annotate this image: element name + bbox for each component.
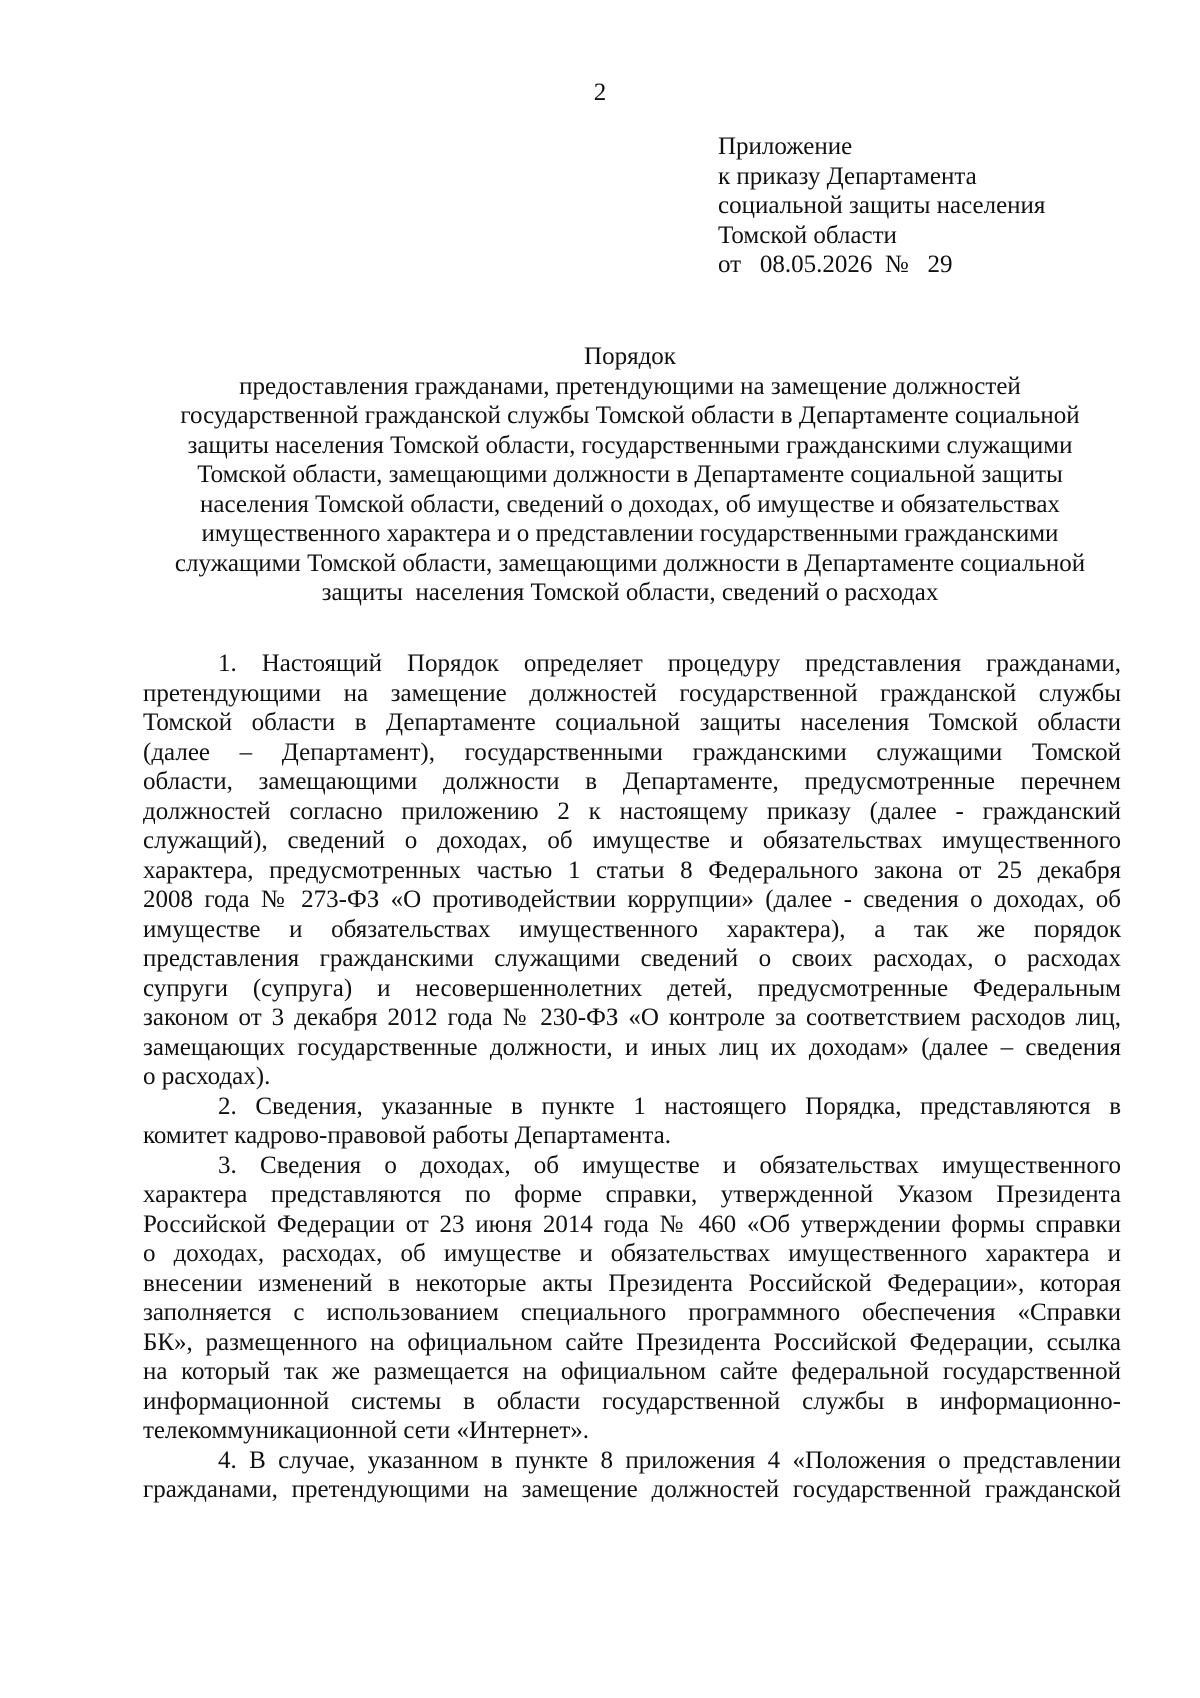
paragraph-line: 1. Настоящий Порядок определяет процедуру представления гражданами, bbox=[218, 650, 1121, 677]
paragraph-line: претендующими на замещение должностей государственной гражданской службы bbox=[143, 679, 1121, 707]
title-line: государственной гражданской службы Томской области в Департаменте социальной bbox=[180, 402, 1080, 429]
title-line: предоставления гражданами, претендующими на замещение должностей bbox=[239, 372, 1021, 400]
appendix-line: Томской области bbox=[718, 221, 897, 249]
paragraph-1 bbox=[143, 649, 1121, 1092]
title-line: имущественного характера и о представлении государственными гражданскими bbox=[201, 520, 1059, 547]
paragraph-line: замещающих государственные должности, и иных лиц их доходам» (далее – сведения bbox=[143, 1033, 1121, 1061]
paragraph-line: о расходах). bbox=[143, 1063, 271, 1090]
paragraph-line: (далее – Департамент), государственными гражданскими служащими Томской bbox=[143, 738, 1121, 766]
title-line: служащими Томской области, замещающими должности в Департаменте социальной bbox=[174, 549, 1086, 577]
paragraph-line: комитет кадрово-правовой работы Департамента. bbox=[143, 1122, 671, 1149]
paragraph-line: БК», размещенного на официальном сайте Президента Российской Федерации, ссылка bbox=[143, 1328, 1121, 1356]
paragraph-line: служащий), сведений о доходах, об имуществе и обязательствах имущественного bbox=[143, 827, 1121, 854]
appendix-line: к приказу Департамента bbox=[718, 162, 977, 190]
page-number: 2 bbox=[593, 79, 607, 106]
paragraph-line: 3. Сведения о доходах, об имуществе и обязательствах имущественного bbox=[218, 1151, 1121, 1179]
paragraph-line: гражданами, претендующими на замещение должностей государственной гражданской bbox=[143, 1476, 1121, 1503]
paragraph-line: Российской Федерации от 23 июня 2014 года № 460 «Об утверждении формы справки bbox=[143, 1210, 1121, 1238]
paragraph-4 bbox=[143, 1446, 1121, 1505]
paragraph-line: супруги (супруга) и несовершеннолетних детей, предусмотренные Федеральным bbox=[143, 974, 1121, 1002]
paragraph-line: характера представляются по форме справки, утвержденной Указом Президента bbox=[143, 1181, 1121, 1208]
title-line: Томской области, замещающими должности в Департаменте социальной защиты bbox=[197, 461, 1063, 488]
paragraph-line: 2. Сведения, указанные в пункте 1 настоящего Порядка, представляются в bbox=[218, 1092, 1121, 1120]
appendix-line: социальной защиты населения bbox=[718, 192, 1046, 219]
paragraph-line: области, замещающими должности в Департаменте, предусмотренные перечнем bbox=[143, 768, 1121, 795]
paragraph-line: телекоммуникационной сети «Интернет». bbox=[143, 1417, 590, 1444]
paragraph-line: характера, предусмотренных частью 1 статьи 8 Федерального закона от 25 декабря bbox=[143, 856, 1121, 884]
appendix-header bbox=[718, 132, 1178, 280]
paragraph-line: должностей согласно приложению 2 к настоящему приказу (далее - гражданский bbox=[143, 797, 1121, 825]
appendix-line: Приложение bbox=[718, 133, 853, 160]
paragraph-line: заполняется с использованием специального программного обеспечения «Справки bbox=[143, 1299, 1121, 1326]
paragraph-line: Томской области в Департаменте социальной защиты населения Томской области bbox=[143, 709, 1121, 736]
paragraph-line: имуществе и обязательствах имущественного характера), а так же порядок bbox=[143, 915, 1121, 943]
paragraph-line: 4. В случае, указанном в пункте 8 приложения 4 «Положения о представлении bbox=[218, 1446, 1121, 1474]
paragraph-line: 2008 года № 273-ФЗ «О противодействии коррупции» (далее - сведения о доходах, об bbox=[143, 886, 1121, 913]
document-title bbox=[140, 342, 1120, 608]
title-line: защиты населения Томской области, сведений о расходах bbox=[321, 579, 939, 606]
paragraph-line: внесении изменений в некоторые акты Президента Российской Федерации», которая bbox=[143, 1269, 1121, 1297]
paragraph-line: законом от 3 декабря 2012 года № 230-ФЗ «О контроле за соответствием расходов лиц, bbox=[143, 1004, 1121, 1031]
paragraph-line: представления гражданскими служащими сведений о своих расходах, о расходах bbox=[143, 945, 1121, 972]
paragraph-3 bbox=[143, 1151, 1121, 1446]
document-body bbox=[143, 649, 1121, 1505]
paragraph-line: информационной системы в области государственной службы в информационно- bbox=[143, 1387, 1121, 1415]
paragraph-line: о доходах, расходах, об имуществе и обязательствах имущественного характера и bbox=[143, 1240, 1121, 1267]
paragraph-2 bbox=[143, 1092, 1121, 1151]
paragraph-line: на который так же размещается на официальном сайте федеральной государственной bbox=[143, 1358, 1121, 1385]
title-line: защиты населения Томской области, государственными гражданскими служащими bbox=[187, 431, 1073, 459]
title-heading: Порядок bbox=[584, 343, 676, 370]
appendix-date-number: от 08.05.2026 № 29 bbox=[718, 251, 953, 278]
title-line: населения Томской области, сведений о доходах, об имуществе и обязательствах bbox=[200, 490, 1060, 518]
